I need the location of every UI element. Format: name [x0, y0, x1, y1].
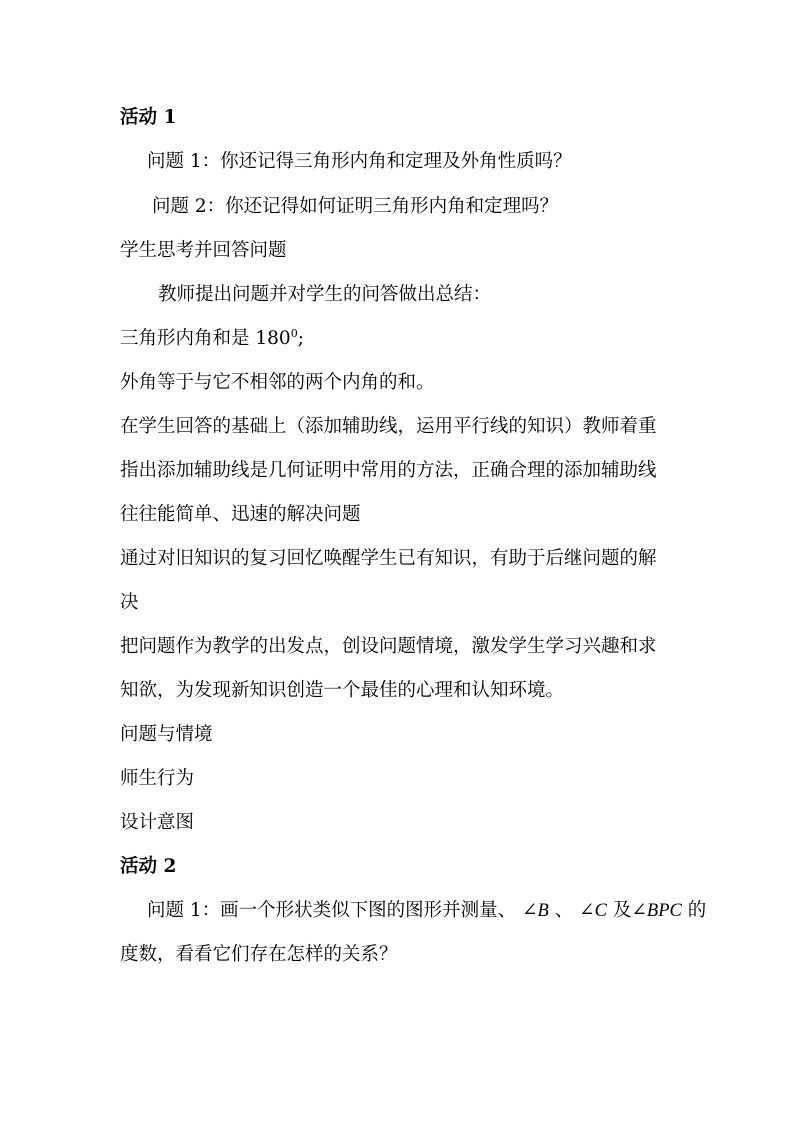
- activity2-question1-line2: 度数，看看它们存在怎样的关系？: [120, 944, 398, 965]
- aux-line-para-line1: 在学生回答的基础上（添加辅助线，运用平行线的知识）教师着重: [120, 416, 657, 437]
- q1-sep-2: 及: [612, 900, 632, 921]
- activity2-heading: 活动 2: [120, 856, 177, 877]
- activity1-question1: 问题 1：你还记得三角形内角和定理及外角性质吗？: [147, 151, 572, 172]
- angle-b: ∠B: [522, 901, 549, 921]
- motivation-para-line1: 把问题作为教学的出发点，创设问题情境，激发学生学习兴趣和求: [120, 636, 657, 657]
- q1-text-1: 问题 1：画一个形状类似下图的图形并测量、: [147, 900, 517, 921]
- angle-sum-end: ;: [297, 328, 304, 349]
- activity1-question2: 问题 2：你还记得如何证明三角形内角和定理吗？: [152, 196, 559, 217]
- motivation-para-line2: 知欲，为发现新知识创造一个最佳的心理和认知环境。: [120, 680, 565, 701]
- degree-superscript: 0: [290, 327, 298, 340]
- student-response: 学生思考并回答问题: [120, 240, 287, 261]
- angle-bpc: ∠BPC: [631, 901, 682, 921]
- column-label-design-intent: 设计意图: [120, 812, 195, 833]
- exterior-angle-statement: 外角等于与它不相邻的两个内角的和。: [120, 372, 435, 393]
- column-label-problem-situation: 问题与情境: [120, 724, 213, 745]
- aux-line-para-line3: 往往能简单、迅速的解决问题: [120, 504, 361, 525]
- q1-text-2: 的: [687, 900, 707, 921]
- q1-sep-1: 、: [554, 900, 574, 921]
- review-para-line2: 决: [120, 592, 139, 613]
- angle-c: ∠C: [579, 901, 607, 921]
- activity1-heading: 活动 1: [120, 107, 177, 128]
- review-para-line1: 通过对旧知识的复习回忆唤醒学生已有知识，有助于后继问题的解: [120, 548, 657, 569]
- column-label-teacher-student-behavior: 师生行为: [120, 768, 195, 789]
- teacher-summary-intro: 教师提出问题并对学生的问答做出总结：: [158, 284, 492, 305]
- angle-sum-statement: [120, 327, 304, 351]
- activity2-question1-line1: [147, 899, 706, 923]
- aux-line-para-line2: 指出添加辅助线是几何证明中常用的方法，正确合理的添加辅助线: [120, 460, 657, 481]
- angle-sum-text: 三角形内角和是 180: [120, 328, 291, 349]
